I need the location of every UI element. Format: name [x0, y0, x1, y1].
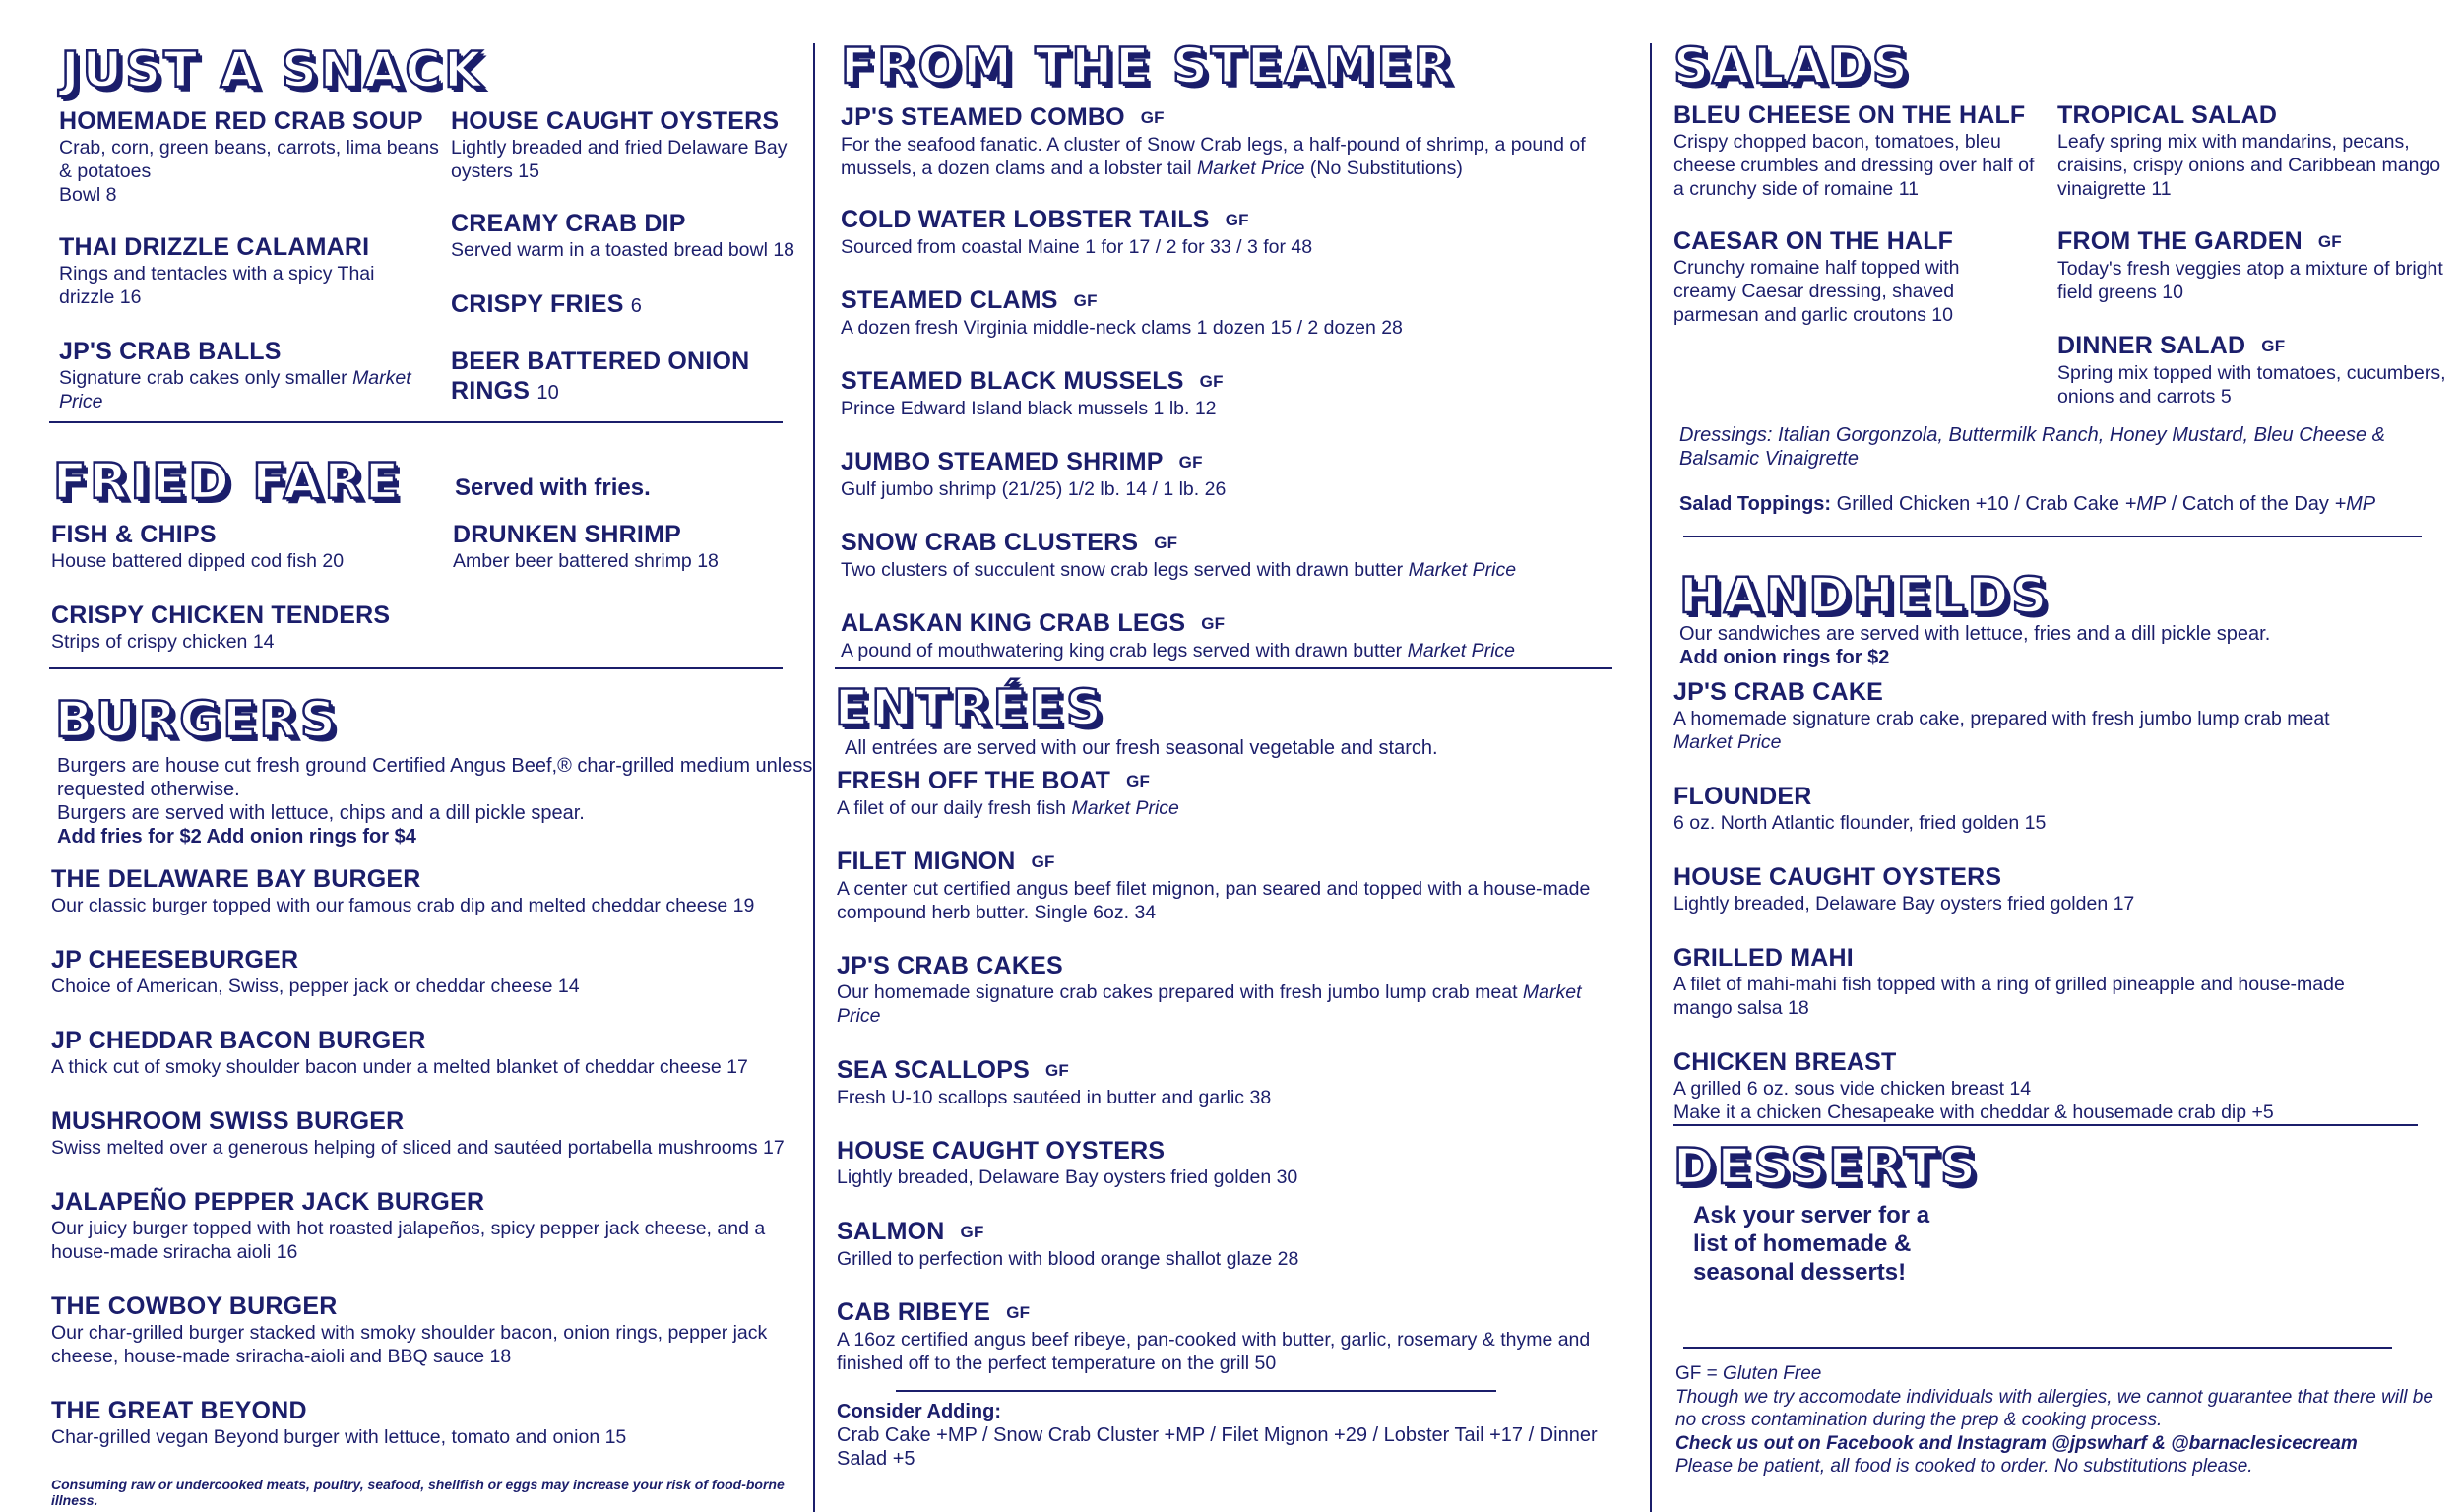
section-title-steamer: FROM THE STEAMER: [841, 37, 1455, 94]
menu-item-steamed-combo: JP'S STEAMED COMBO GF For the seafood fanatic. A cluster of Snow Crab legs, a half-pound of shrimp, a pound of mussels, a dozen clams and a lobster tail Market Price (No Substitutions): [841, 103, 1586, 179]
desserts-text: Ask your server for a list of homemade & seasonal desserts!: [1693, 1202, 1930, 1286]
item-name: CRISPY FRIES 6: [451, 290, 643, 318]
item-desc: House battered dipped cod fish 20: [51, 550, 345, 572]
gf-badge: GF: [1006, 1303, 1031, 1322]
item-name: HOMEMADE RED CRAB SOUP: [59, 107, 423, 135]
gf-badge: GF: [1044, 1061, 1069, 1080]
menu-item-bleu-cheese-salad: BLEU CHEESE ON THE HALF Crispy chopped bacon, tomatoes, bleu cheese crumbles and dressing over half of a crunchy side of romaine 11: [1673, 101, 2035, 200]
menu-item-salmon: SALMON GF Grilled to perfection with blood orange shallot glaze 28: [837, 1218, 1299, 1270]
menu-item-flounder: FLOUNDER 6 oz. North Atlantic flounder, fried golden 15: [1673, 783, 2047, 834]
menu-item-red-crab-soup: [59, 106, 443, 207]
item-price: 6: [630, 295, 643, 317]
market-price: Market Price: [1071, 797, 1179, 819]
consider-adding: Consider Adding: Crab Cake +MP / Snow Crab Cluster +MP / Filet Mignon +29 / Lobster Tail +17 / Dinner Salad +5: [837, 1401, 1598, 1470]
salad-toppings: Salad Toppings: Grilled Chicken +10 / Crab Cake +MP / Catch of the Day +MP: [1679, 493, 2376, 515]
salad-dressings: Dressings: Italian Gorgonzola, Buttermilk Ranch, Honey Mustard, Bleu Cheese & Balsamic Vinaigrette: [1679, 424, 2386, 470]
market-price: Market Price: [1673, 731, 1782, 753]
gf-badge: GF: [1201, 614, 1226, 633]
item-name: JP'S CRAB BALLS: [59, 338, 282, 365]
section-title-burgers: BURGERS: [55, 691, 339, 748]
menu-item-chicken-tenders: [51, 600, 642, 654]
item-name: DRUNKEN SHRIMP: [453, 521, 681, 548]
gf-badge: GF: [1154, 534, 1178, 552]
menu-item-dinner-salad: DINNER SALAD GF Spring mix topped with tomatoes, cucumbers, onions and carrots 5: [2057, 332, 2446, 408]
item-name: HOUSE CAUGHT OYSTERS: [451, 107, 780, 135]
menu-item-jumbo-shrimp: JUMBO STEAMED SHRIMP GF Gulf jumbo shrimp (21/25) 1/2 lb. 14 / 1 lb. 26: [841, 448, 1227, 500]
gf-badge: GF: [1031, 852, 1055, 871]
menu-item-snow-crab: SNOW CRAB CLUSTERS GF Two clusters of succulent snow crab legs served with drawn butter Market Price: [841, 529, 1517, 581]
menu-item-creamy-crab-dip: [451, 209, 835, 262]
section-title-salads: SALADS: [1673, 37, 1911, 94]
section-title-desserts: DESSERTS: [1673, 1138, 1979, 1195]
divider: [835, 667, 1612, 669]
menu-item-burger: THE COWBOY BURGER Our char-grilled burger stacked with smoky shoulder bacon, onion rings, pepper jack cheese, house-made sriracha-aioli and BBQ sauce 18: [51, 1292, 768, 1367]
item-desc: Amber beer battered shrimp 18: [453, 550, 719, 572]
menu-item-house-oysters: [451, 106, 835, 183]
menu-item-crab-cake-sandwich: JP'S CRAB CAKE A homemade signature crab cake, prepared with fresh jumbo lump crab meat Market Price: [1673, 677, 2382, 754]
gf-badge: GF: [2317, 232, 2342, 251]
column-divider-right: [1650, 43, 1652, 1512]
divider: [49, 421, 783, 423]
gf-badge: GF: [1126, 772, 1151, 790]
menu-item-filet-mignon: FILET MIGNON GF A center cut certified angus beef filet mignon, pan seared and topped with a house-made compound herb butter. Single 6oz. 34: [837, 848, 1591, 923]
section-title-fried-fare: FRIED FARE: [53, 453, 403, 510]
menu-item-crab-cakes: JP'S CRAB CAKES Our homemade signature crab cakes prepared with fresh jumbo lump crab meat Market Price: [837, 952, 1582, 1027]
menu-item-burger: THE GREAT BEYOND Char-grilled vegan Beyond burger with lettuce, tomato and onion 15: [51, 1397, 627, 1448]
menu-item-house-oysters-sandwich: HOUSE CAUGHT OYSTERS Lightly breaded, Delaware Bay oysters fried golden 17: [1673, 863, 2135, 914]
gf-badge: GF: [960, 1223, 984, 1241]
market-price: Market Price: [1408, 559, 1517, 581]
menu-item-house-oysters-entree: HOUSE CAUGHT OYSTERS Lightly breaded, Delaware Bay oysters fried golden 30: [837, 1137, 1298, 1188]
menu-item-tropical-salad: TROPICAL SALAD Leafy spring mix with mandarins, pecans, craisins, crispy onions and Caribbean mango vinaigrette 11: [2057, 101, 2441, 200]
gf-badge: GF: [1073, 291, 1098, 310]
menu-item-grilled-mahi: GRILLED MAHI A filet of mahi-mahi fish topped with a ring of grilled pineapple and house-made mango salsa 18: [1673, 944, 2345, 1019]
burgers-intro: Burgers are house cut fresh ground Certified Angus Beef,® char-grilled medium unless requested otherwise. Burgers are served with lettuce, chips and a dill pickle spear. Add fries for $2 Add onion rings for $4: [57, 755, 813, 848]
menu-item-sea-scallops: SEA SCALLOPS GF Fresh U-10 scallops sautéed in butter and garlic 38: [837, 1056, 1272, 1108]
menu-item-chicken-breast: CHICKEN BREAST A grilled 6 oz. sous vide chicken breast 14 Make it a chicken Chesapeake with cheddar & housemade crab dip +5: [1673, 1048, 2274, 1123]
item-desc: Lightly breaded and fried Delaware Bay oysters 15: [451, 137, 788, 182]
menu-item-caesar-salad: CAESAR ON THE HALF Crunchy romaine half topped with creamy Caesar dressing, shaved parmesan and garlic croutons 10: [1673, 227, 1960, 326]
menu-item-burger: THE DELAWARE BAY BURGER Our classic burger topped with our famous crab dip and melted cheddar cheese 19: [51, 865, 755, 916]
market-price: Market Price: [837, 981, 1582, 1027]
item-price: 10: [536, 382, 559, 404]
entrees-intro: All entrées are served with our fresh seasonal vegetable and starch.: [845, 737, 1438, 759]
menu-item-drunken-shrimp: [453, 520, 827, 573]
divider: [1683, 536, 2422, 537]
market-price: Market Price: [1197, 158, 1305, 179]
menu-item-cab-ribeye: CAB RIBEYE GF A 16oz certified angus beef ribeye, pan-cooked with butter, garlic, rosemary & thyme and finished off to the perfect temperature on the grill 50: [837, 1298, 1591, 1374]
menu-item-fresh-off-boat: FRESH OFF THE BOAT GF A filet of our daily fresh fish Market Price: [837, 767, 1179, 819]
item-name: THAI DRIZZLE CALAMARI: [59, 233, 370, 261]
menu-item-burger: JP CHEESEBURGER Choice of American, Swiss, pepper jack or cheddar cheese 14: [51, 946, 580, 997]
item-name: BEER BATTERED ONION RINGS 10: [451, 347, 750, 405]
item-name: CRISPY CHICKEN TENDERS: [51, 601, 391, 629]
item-desc: Strips of crispy chicken 14: [51, 631, 275, 653]
item-desc: Served warm in a toasted bread bowl 18: [451, 239, 795, 261]
divider: [1683, 1347, 2392, 1349]
item-name: FISH & CHIPS: [51, 521, 217, 548]
divider: [1673, 1124, 2418, 1126]
menu-item-lobster-tails: COLD WATER LOBSTER TAILS GF Sourced from coastal Maine 1 for 17 / 2 for 33 / 3 for 48: [841, 206, 1313, 258]
food-safety-disclaimer: Consuming raw or undercooked meats, poultry, seafood, shellfish or eggs may increase your risk of food-borne illness.: [51, 1477, 785, 1508]
market-price: Market Price: [59, 367, 411, 412]
menu-item-crab-balls: [59, 337, 433, 413]
item-price: Bowl 8: [59, 184, 117, 206]
menu-item-steamed-clams: STEAMED CLAMS GF A dozen fresh Virginia middle-neck clams 1 dozen 15 / 2 dozen 28: [841, 286, 1403, 339]
menu-item-thai-calamari: [59, 232, 433, 309]
fried-subtitle: Served with fries.: [455, 474, 651, 501]
item-desc: Signature crab cakes only smaller Market Price: [59, 367, 411, 412]
footer-notes: GF = Gluten Free Though we try accomodate individuals with allergies, we cannot guarantee that there will be no cross contamination during the prep & cooking process. Check us out on Facebook and Instagram @jpswharf & @barnaclesicecream Please be patient, all food is cooked to order. No substitutions please.: [1675, 1363, 2433, 1477]
gf-badge: GF: [1178, 453, 1203, 472]
handhelds-intro: Our sandwiches are served with lettuce, fries and a dill pickle spear. Add onion rings for $2: [1679, 623, 2271, 668]
divider: [896, 1390, 1496, 1392]
market-price: Market Price: [1407, 640, 1516, 662]
gf-badge: GF: [1199, 372, 1224, 391]
menu-item-fish-chips: [51, 520, 425, 573]
section-title-entrees: ENTRÉES: [835, 679, 1104, 736]
menu-item-garden-salad: FROM THE GARDEN GF Today's fresh veggies atop a mixture of bright field greens 10: [2057, 227, 2443, 303]
menu-item-crispy-fries: [451, 289, 835, 321]
section-title-handhelds: HANDHELDS: [1679, 567, 2051, 624]
gf-badge: GF: [1225, 211, 1249, 229]
gf-badge: GF: [2261, 337, 2286, 355]
item-name: CREAMY CRAB DIP: [451, 210, 686, 237]
item-desc: Rings and tentacles with a spicy Thai drizzle 16: [59, 263, 375, 308]
divider: [49, 667, 783, 669]
menu-item-black-mussels: STEAMED BLACK MUSSELS GF Prince Edward Island black mussels 1 lb. 12: [841, 367, 1224, 419]
menu-item-king-crab: ALASKAN KING CRAB LEGS GF A pound of mouthwatering king crab legs served with drawn butter Market Price: [841, 609, 1516, 662]
menu-item-burger: MUSHROOM SWISS BURGER Swiss melted over a generous helping of sliced and sautéed portabella mushrooms 17: [51, 1107, 785, 1159]
menu-item-burger: JALAPEÑO PEPPER JACK BURGER Our juicy burger topped with hot roasted jalapeños, spicy pepper jack cheese, and a house-made sriracha aioli 16: [51, 1188, 766, 1263]
item-desc: Crab, corn, green beans, carrots, lima beans & potatoes: [59, 137, 439, 182]
menu-item-onion-rings: [451, 346, 786, 408]
gf-badge: GF: [1140, 108, 1165, 127]
menu-item-burger: JP CHEDDAR BACON BURGER A thick cut of smoky shoulder bacon under a melted blanket of cheddar cheese 17: [51, 1027, 748, 1078]
section-title-snack: JUST A SNACK: [61, 41, 485, 98]
